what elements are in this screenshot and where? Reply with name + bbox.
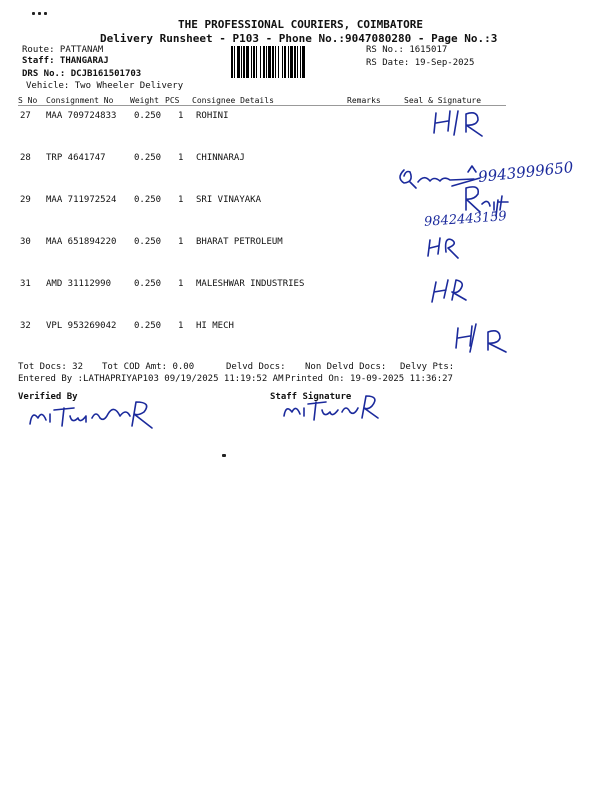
row-consignment: AMD 31112990 [46, 279, 112, 289]
row-consignment: VPL 953269042 [46, 321, 117, 331]
row-consignee: HI MECH [196, 321, 234, 331]
rs-number: RS No.: 1615017 [366, 45, 448, 55]
runsheet-title: Delivery Runsheet - P103 - Phone No.:9047080280 - Page No.:3 [100, 32, 498, 45]
row-consignee: CHINNARAJ [196, 153, 245, 163]
row-consignee: ROHINI [196, 111, 229, 121]
col-header-consignee: Consignee Details [192, 96, 274, 105]
row-sno: 29 [20, 195, 31, 205]
row-weight: 0.250 [134, 279, 162, 289]
company-title: THE PROFESSIONAL COURIERS, COIMBATORE [178, 18, 424, 31]
col-header-remarks: Remarks [347, 96, 381, 105]
row-weight: 0.250 [134, 321, 162, 331]
total-cod-amount: Tot COD Amt: 0.00 [102, 362, 195, 372]
col-header-pcs: PCS [165, 96, 180, 105]
rs-date: RS Date: 19-Sep-2025 [366, 58, 475, 68]
delivery-points: Delvy Pts: [400, 362, 455, 372]
row-pcs: 1 [178, 237, 184, 247]
printed-on: Printed On: 19-09-2025 11:36:27 [285, 374, 453, 384]
row-weight: 0.250 [134, 237, 162, 247]
row-consignment: TRP 4641747 [46, 153, 106, 163]
row-consignee: SRI VINAYAKA [196, 195, 262, 205]
row-pcs: 1 [178, 279, 184, 289]
verified-by-label: Verified By [18, 392, 78, 402]
row-sno: 27 [20, 111, 31, 121]
row-weight: 0.250 [134, 153, 162, 163]
drs-number: DRS No.: DCJB161501703 [22, 69, 142, 79]
staff-label: Staff: THANGARAJ [22, 56, 109, 66]
row-consignee: MALESHWAR INDUSTRIES [196, 279, 305, 289]
row-weight: 0.250 [134, 195, 162, 205]
row-sno: 31 [20, 279, 31, 289]
col-header-seal-signature: Seal & Signature [404, 96, 482, 105]
row-sno: 30 [20, 237, 31, 247]
row-consignment: MAA 711972524 [46, 195, 117, 205]
row-consignment: MAA 651894220 [46, 237, 117, 247]
total-docs: Tot Docs: 32 [18, 362, 84, 372]
col-header-weight: Weight [130, 96, 159, 105]
non-delivered-docs: Non Delvd Docs: [305, 362, 387, 372]
col-header-sno: S No [18, 96, 38, 105]
row-consignment: MAA 709724833 [46, 111, 117, 121]
handwritten-phone-2: 9842443159 [423, 209, 508, 230]
row-pcs: 1 [178, 321, 184, 331]
row-weight: 0.250 [134, 111, 162, 121]
scan-speck [222, 454, 226, 457]
entered-by: Entered By :LATHAPRIYAP103 09/19/2025 11:19:52 AM [18, 374, 284, 384]
handwritten-phone-1: 9943999650 [477, 158, 575, 186]
vehicle-label: Vehicle: Two Wheeler Delivery [26, 81, 184, 91]
row-sno: 28 [20, 153, 31, 163]
row-pcs: 1 [178, 195, 184, 205]
route-label: Route: PATTANAM [22, 45, 104, 55]
row-pcs: 1 [178, 111, 184, 121]
col-header-consignment: Consignment No [46, 96, 114, 105]
delivered-docs: Delvd Docs: [226, 362, 286, 372]
row-consignee: BHARAT PETROLEUM [196, 237, 283, 247]
staff-signature-label: Staff Signature [270, 392, 352, 402]
row-pcs: 1 [178, 153, 184, 163]
row-sno: 32 [20, 321, 31, 331]
